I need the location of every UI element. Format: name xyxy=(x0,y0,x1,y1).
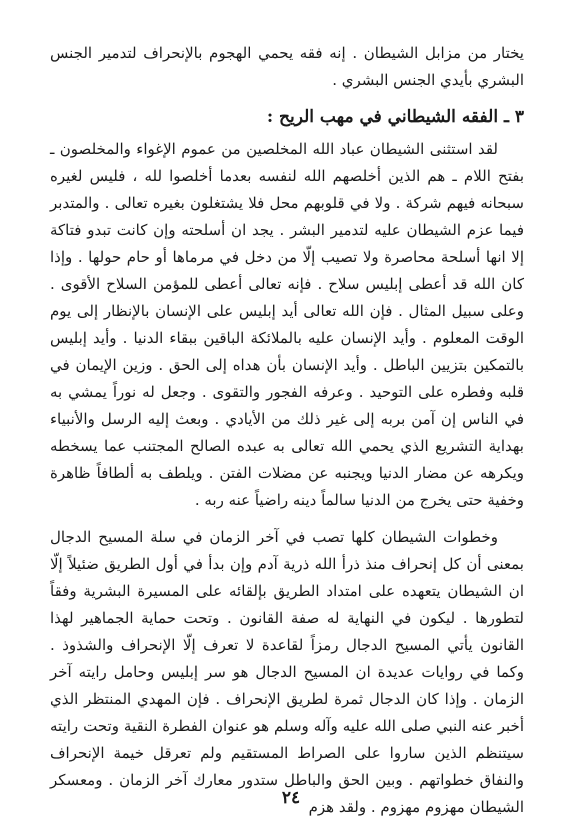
body-paragraph-1: لقد استثنى الشيطان عباد الله المخلصين من عموم الإغواء والمخلصون ـ بفتح اللام ـ هم الذين أخلصهم الله لنفسه بعدما أخلصوا لله ، فليس لغيره سبحانه فيهم شركة . ولا في قلوبهم محل فلا يشتغلون بغيره تعالى . والمتدبر فيما عزم الشيطان عليه لتدمير البشر . يجد ان أسلحته وإن كانت تبدو فتاكة إلا انها أسلحة محاصرة ولا تصيب إلّا من دخل في مرماها أو حام حولها . وإذا كان الله قد أعطى إبليس سلاح . فإنه تعالى أعطى للمؤمن السلاح الأقوى . وعلى سبيل المثال . فإن الله تعالى أيد إبليس على الإنسان بالإنظار إلى يوم الوقت المعلوم . وأيد الإنسان عليه بالملائكة الباقين ببقاء الدنيا . وأيد إبليس بالتمكين بتزيين الباطل . وأيد الإنسان بأن هداه إلى الحق . وزين الإيمان في قلبه وفطره على التوحيد . وعرفه الفجور والتقوى . وجعل له نوراً يمشي به في الناس إن آمن بربه إلى غير ذلك من الأيادي . وبعث إليه الرسل والأنبياء بهداية التشريع الذي يحمي الله تعالى به عبده الصالح المجتنب عما يسخطه ويكرهه عن مضار الدنيا ويجنبه عن مضلات الفتن . ويلطف به ألطافاً ظاهرة وخفية حتى يخرج من الدنيا سالماً دينه راضياً عنه ربه . xyxy=(50,140,524,509)
intro-paragraph: يختار من مزابل الشيطان . إنه فقه يحمي الهجوم بالإنحراف لتدمير الجنس البشري بأيدي الجنس البشري . xyxy=(50,44,524,89)
body-paragraph-2: وخطوات الشيطان كلها تصب في آخر الزمان في سلة المسيح الدجال بمعنى أن كل إنحراف منذ ذرأ الله ذرية آدم وإن بدأ في أول الطريق ضئيلاً إلّا ان الشيطان يتعهده على امتداد الطريق بإلقائه على المسيرة البشرية وفقاً لتطورها . ليكون في النهاية له صفة القانون . وتحت حماية الجماهير لهذا القانون يأتي المسيح الدجال رمزاً لقاعدة لا تعرف إلّا الإنحراف والشذوذ . وكما في روايات عديدة ان المسيح الدجال هو سر إبليس وحامل رايته آخر الزمان . وإذا كان الدجال ثمرة لطريق الإنحراف . فإن المهدي المنتظر الذي أخبر عنه النبي صلى الله عليه وآله وسلم هو عنوان الفطرة النقية وتحت رايته سيتنظم الذين ساروا على الصراط المستقيم ولم تعرقل خيمة الإنحراف والنفاق خطواتهم . وبين الحق والباطل ستدور معارك آخر الزمان . ومعسكر الشيطان مهزوم مهزوم . ولقد هزم xyxy=(50,528,524,816)
page-body xyxy=(50,40,524,821)
page-number: ٢٤ xyxy=(281,788,301,808)
section-heading: ٣ ـ الفقه الشيطاني في مهب الريح : xyxy=(266,107,524,127)
